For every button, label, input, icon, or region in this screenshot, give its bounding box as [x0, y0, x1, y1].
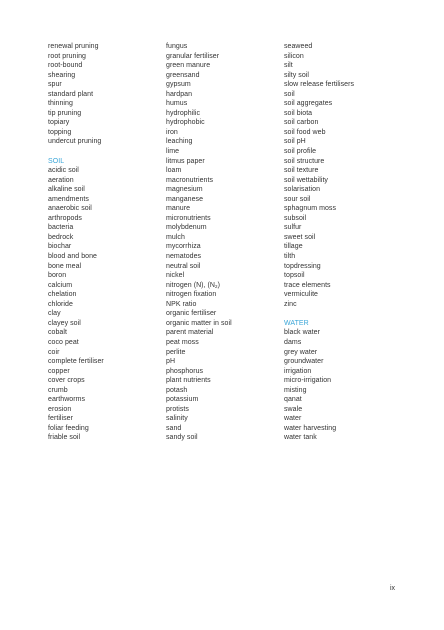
index-term: pH [166, 358, 176, 366]
index-term: cobalt [48, 329, 67, 337]
index-term: irrigation [284, 367, 312, 375]
index-term: silt [284, 62, 293, 70]
index-term: earthworms [48, 396, 86, 404]
index-term: soil pH [284, 138, 306, 146]
index-term: silty soil [284, 71, 310, 79]
index-term: slow release fertilisers [284, 81, 355, 89]
index-term: spur [48, 81, 62, 89]
index-term: sulfur [284, 224, 302, 232]
section-heading: WATER [284, 319, 309, 327]
index-term: amendments [48, 195, 89, 203]
index-term: biochar [48, 243, 72, 251]
index-term: lime [166, 148, 180, 156]
index-term: bone meal [48, 262, 82, 270]
index-term: manganese [166, 195, 204, 203]
index-term: solarisation [284, 186, 321, 194]
index-term: foliar feeding [48, 424, 89, 432]
index-term: root-bound [48, 62, 83, 70]
index-term: topsoil [284, 272, 305, 280]
index-term: organic matter in soil [166, 319, 232, 327]
index-term: copper [48, 367, 70, 375]
index-term: water tank [284, 434, 317, 442]
index-term: NPK ratio [166, 300, 197, 308]
index-term: peat moss [166, 338, 199, 346]
index-term: green manure [166, 62, 211, 70]
index-term: salinity [166, 415, 188, 423]
index-term: water harvesting [284, 424, 337, 432]
index-term: hardpan [166, 90, 193, 98]
index-term: micronutrients [166, 214, 211, 222]
index-term-subscript: 2 [215, 283, 218, 289]
section-heading: SOIL [48, 157, 65, 165]
index-term: silicon [284, 52, 304, 60]
index-term: tilth [284, 253, 296, 261]
index-term: organic fertiliser [166, 310, 217, 318]
index-term: phosphorus [166, 367, 204, 375]
index-term: bacteria [48, 224, 74, 232]
index-term: perlite [166, 348, 186, 356]
index-term: standard plant [48, 90, 94, 98]
index-term: fungus [166, 43, 188, 50]
index-term: soil texture [284, 167, 319, 175]
index-term: hydrophilic [166, 109, 201, 117]
index-term: complete fertiliser [48, 358, 104, 366]
index-term: misting [284, 386, 307, 394]
index-term: dams [284, 338, 302, 346]
index-term: iron [166, 128, 178, 136]
index-term: soil aggregates [284, 100, 333, 108]
index-term: clay [48, 310, 61, 318]
index-term: root pruning [48, 52, 86, 60]
index-term: tip pruning [48, 109, 82, 117]
index-term: blood and bone [48, 253, 97, 261]
index-term: anaerobic soil [48, 205, 92, 213]
index-term: soil carbon [284, 119, 319, 127]
page-number: ix [390, 585, 396, 592]
index-term: sandy soil [166, 434, 198, 442]
index-term: neutral soil [166, 262, 201, 270]
index-column-2 [166, 42, 232, 443]
index-term: macronutrients [166, 176, 213, 184]
index-term: crumb [48, 386, 68, 394]
index-term-text: nitrogen (N), (N [166, 281, 216, 289]
index-term: vermiculite [284, 291, 319, 299]
index-term: sweet soil [284, 233, 316, 241]
index-term: soil food web [284, 128, 326, 136]
index-term: swale [284, 405, 303, 413]
index-term: mulch [166, 233, 185, 241]
index-term: greensand [166, 71, 200, 79]
index-term: undercut pruning [48, 138, 102, 146]
index-term: protists [166, 405, 189, 413]
index-term: micro-irrigation [284, 377, 332, 385]
index-term: arthropods [48, 214, 82, 222]
index-term: qanat [284, 396, 302, 404]
index-term: soil structure [284, 157, 325, 165]
index-term: zinc [284, 300, 297, 308]
index-term-suffix: ) [217, 281, 220, 289]
index-term: parent material [166, 329, 214, 337]
index-term: mycorrhiza [166, 243, 201, 251]
index-term: aeration [48, 176, 74, 184]
index-term: plant nutrients [166, 377, 211, 385]
index-term: groundwater [284, 358, 324, 366]
index-term: magnesium [166, 186, 203, 194]
index-term: coir [48, 348, 60, 356]
index-term: nickel [166, 272, 185, 280]
section-spacer [284, 309, 354, 319]
index-term: humus [166, 100, 188, 108]
index-term: renewal pruning [48, 43, 99, 50]
index-term: soil wettability [284, 176, 328, 184]
index-term: water [284, 415, 302, 423]
index-term: manure [166, 205, 191, 213]
index-term: potash [166, 386, 188, 394]
index-term: bedrock [48, 233, 74, 241]
index-term: loam [166, 167, 182, 175]
index-term: sour soil [284, 195, 311, 203]
index-term: chelation [48, 291, 77, 299]
index-term: topping [48, 128, 72, 136]
index-term: shearing [48, 71, 76, 79]
index-term: leaching [166, 138, 193, 146]
index-term: black water [284, 329, 320, 337]
index-term: calcium [48, 281, 73, 289]
index-term: boron [48, 272, 67, 280]
index-term: sphagnum moss [284, 205, 337, 213]
index-term [166, 281, 232, 291]
index-term: subsoil [284, 214, 307, 222]
index-term: coco peat [48, 338, 79, 346]
index-term: soil biota [284, 109, 313, 117]
index-term: chloride [48, 300, 73, 308]
index-term: gypsum [166, 81, 191, 89]
index-term: nitrogen fixation [166, 291, 217, 299]
index-term: thinning [48, 100, 73, 108]
index-term: friable soil [48, 434, 81, 442]
index-term: erosion [48, 405, 72, 413]
index-column-3 [284, 42, 354, 443]
index-term: sand [166, 424, 182, 432]
index-term: fertiliser [48, 415, 74, 423]
index-term: soil profile [284, 148, 317, 156]
index-term: seaweed [284, 43, 313, 50]
index-term: hydrophobic [166, 119, 205, 127]
index-term: clayey soil [48, 319, 81, 327]
index-term: molybdenum [166, 224, 207, 232]
section-spacer [48, 147, 104, 157]
index-term: topdressing [284, 262, 321, 270]
index-term: soil [284, 90, 295, 98]
index-term: cover crops [48, 377, 85, 385]
index-term: trace elements [284, 281, 331, 289]
index-term: acidic soil [48, 167, 79, 175]
index-term: alkaline soil [48, 186, 85, 194]
index-term: litmus paper [166, 157, 205, 165]
index-term: granular fertiliser [166, 52, 220, 60]
index-term: potassium [166, 396, 199, 404]
index-term: tillage [284, 243, 303, 251]
index-term: topiary [48, 119, 70, 127]
index-column-1 [48, 42, 104, 443]
index-term: nematodes [166, 253, 202, 261]
index-term: grey water [284, 348, 318, 356]
